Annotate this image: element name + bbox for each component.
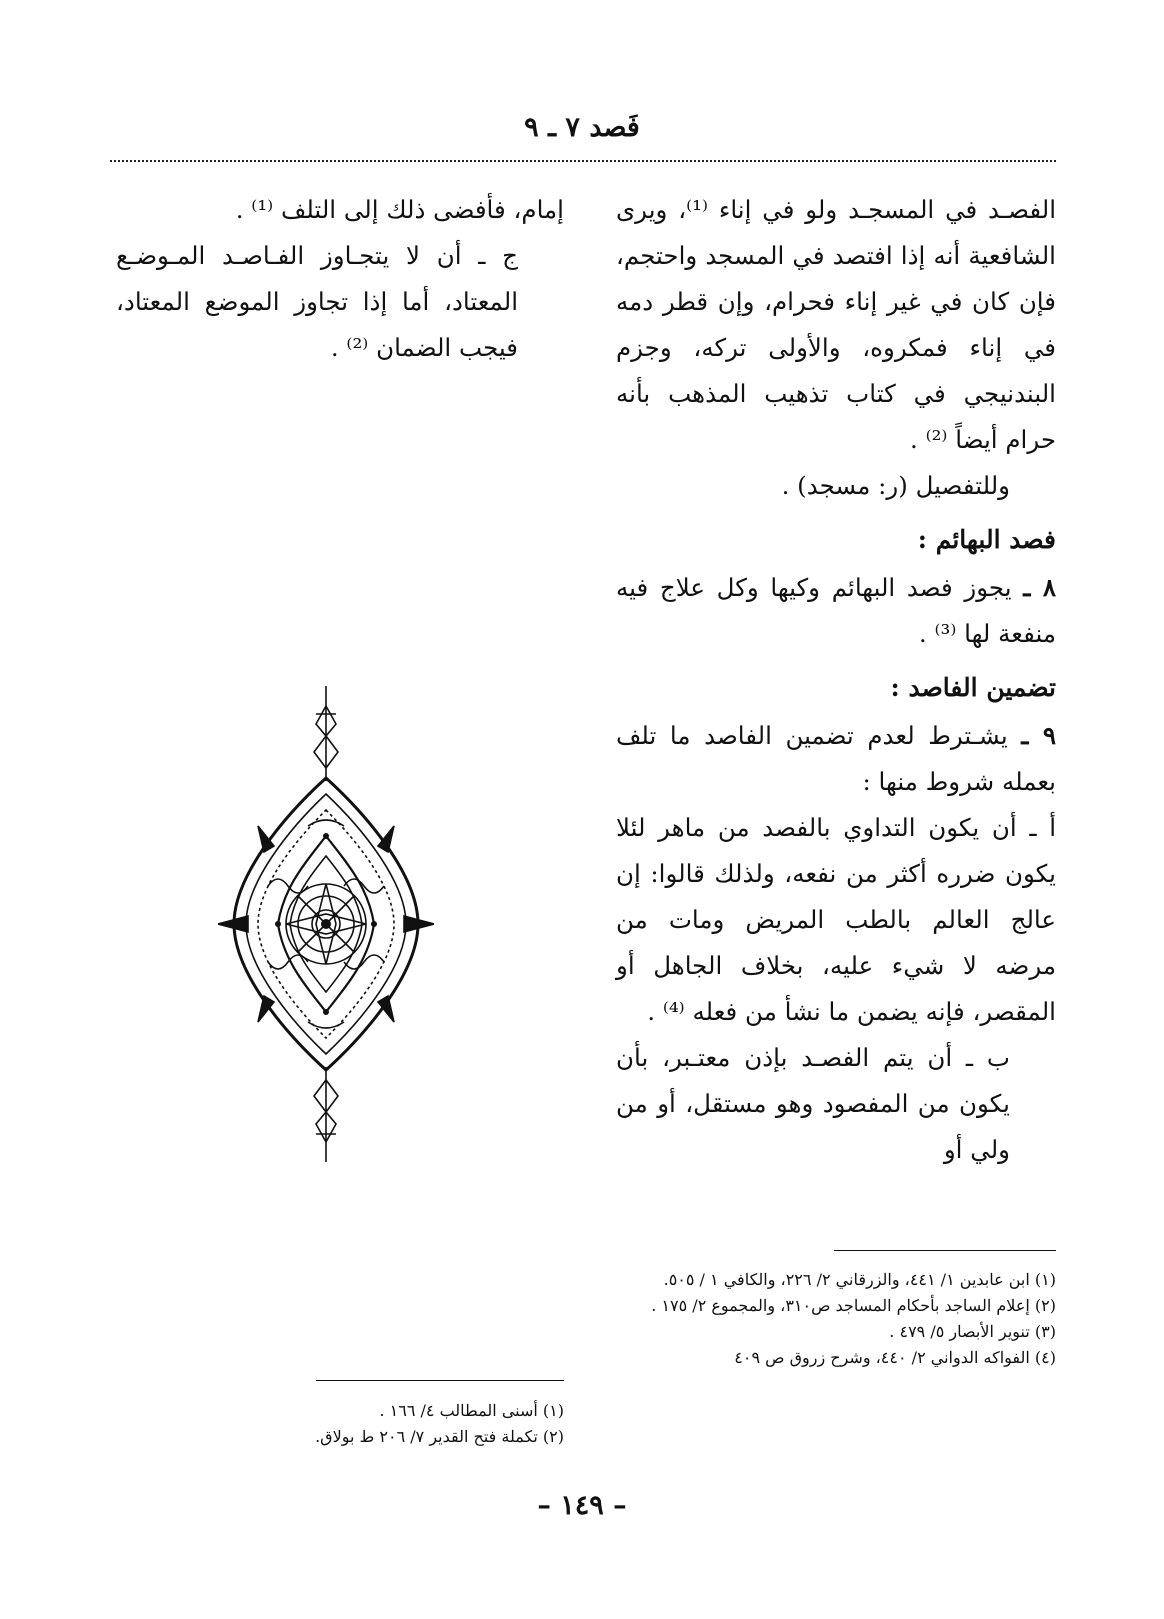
footnote-left-1: (١) أسنى المطالب ٤/ ١٦٦ . xyxy=(379,1401,564,1420)
header-dotted-rule xyxy=(110,160,1056,162)
right-paragraph-3 xyxy=(616,565,1056,657)
right-paragraph-4 xyxy=(616,713,1056,805)
right-paragraph-6: ب ـ أن يتم الفصـد بإذن معتـبر، بأن يكون من المفصود وهو مستقل، أو من ولي أو xyxy=(616,1043,1010,1164)
footnote-separator-right xyxy=(834,1250,1056,1251)
footnote-separator-left xyxy=(316,1380,564,1381)
right-column xyxy=(616,187,1056,1173)
right-paragraph-2: وللتفصيل (ر: مسجد) . xyxy=(781,471,1010,500)
right-paragraph-3-text: يجوز فصد البهائم وكيها وكل علاج فيه منفعة لها ⁽³⁾ . xyxy=(616,573,1056,648)
left-column xyxy=(116,187,564,371)
left-paragraph-1: إمام، فأفضى ذلك إلى التلف ⁽¹⁾ . xyxy=(235,195,564,224)
footnote-right-2: (٢) إعلام الساجد بأحكام المساجد ص٣١٠، والمجموع ٢/ ١٧٥ . xyxy=(651,1296,1056,1315)
page-number: – ١٤٩ – xyxy=(537,1490,627,1521)
right-paragraph-4-text: يشـترط لعدم تضمين الفاصد ما تلف بعمله شروط منها : xyxy=(616,721,1056,796)
arabesque-ornament-icon xyxy=(218,686,434,1162)
left-paragraph-2: ج ـ أن لا يتجـاوز الفـاصـد المـوضـع المعتاد، أما إذا تجاوز الموضع المعتاد، فيجب الضمان ⁽²⁾ . xyxy=(116,241,518,362)
item-number-9: ٩ ـ xyxy=(1021,721,1056,750)
footnotes-left xyxy=(116,1398,564,1450)
right-paragraph-1: الفصـد في المسجـد ولو في إناء ⁽¹⁾، ويرى الشافعية أنه إذا افتصد في المسجد واحتجم، فإن كان في غير إناء فحرام، وإن قطر دمه في إناء فمكروه، والأولى تركه، وجزم البندنيجي في كتاب تذهيب المذهب بأنه حرام أيضاً ⁽²⁾ . xyxy=(616,195,1056,454)
section-heading-liability: تضمين الفاصد : xyxy=(890,673,1056,702)
page-header-title: فَصد ٧ ـ ٩ xyxy=(524,112,640,143)
footnote-right-4: (٤) الفواكه الدواني ٢/ ٤٤٠، وشرح زروق ص ٤٠٩ xyxy=(734,1348,1056,1367)
footnote-right-1: (١) ابن عابدين ١/ ٤٤١، والزرقاني ٢/ ٢٢٦، والكافي ١ / ٥٠٥. xyxy=(663,1270,1056,1289)
footnotes-right xyxy=(616,1267,1056,1371)
footnote-right-3: (٣) تنوير الأبصار ٥/ ٤٧٩ . xyxy=(889,1322,1056,1341)
section-heading-animals: فصد البهائم : xyxy=(917,525,1056,554)
right-paragraph-5: أ ـ أن يكون التداوي بالفصد من ماهر لئلا يكون ضرره أكثر من نفعه، ولذلك قالوا: إن عالج العالم بالطب المريض ومات من مرضه لا شيء عليه، بخلاف الجاهل أو المقصر، فإنه يضمن ما نشأ من فعله ⁽⁴⁾ . xyxy=(616,813,1056,1026)
item-number-8: ٨ ـ xyxy=(1023,573,1057,602)
footnote-left-2: (٢) تكملة فتح القدير ٧/ ٢٠٦ ط بولاق. xyxy=(315,1427,564,1446)
